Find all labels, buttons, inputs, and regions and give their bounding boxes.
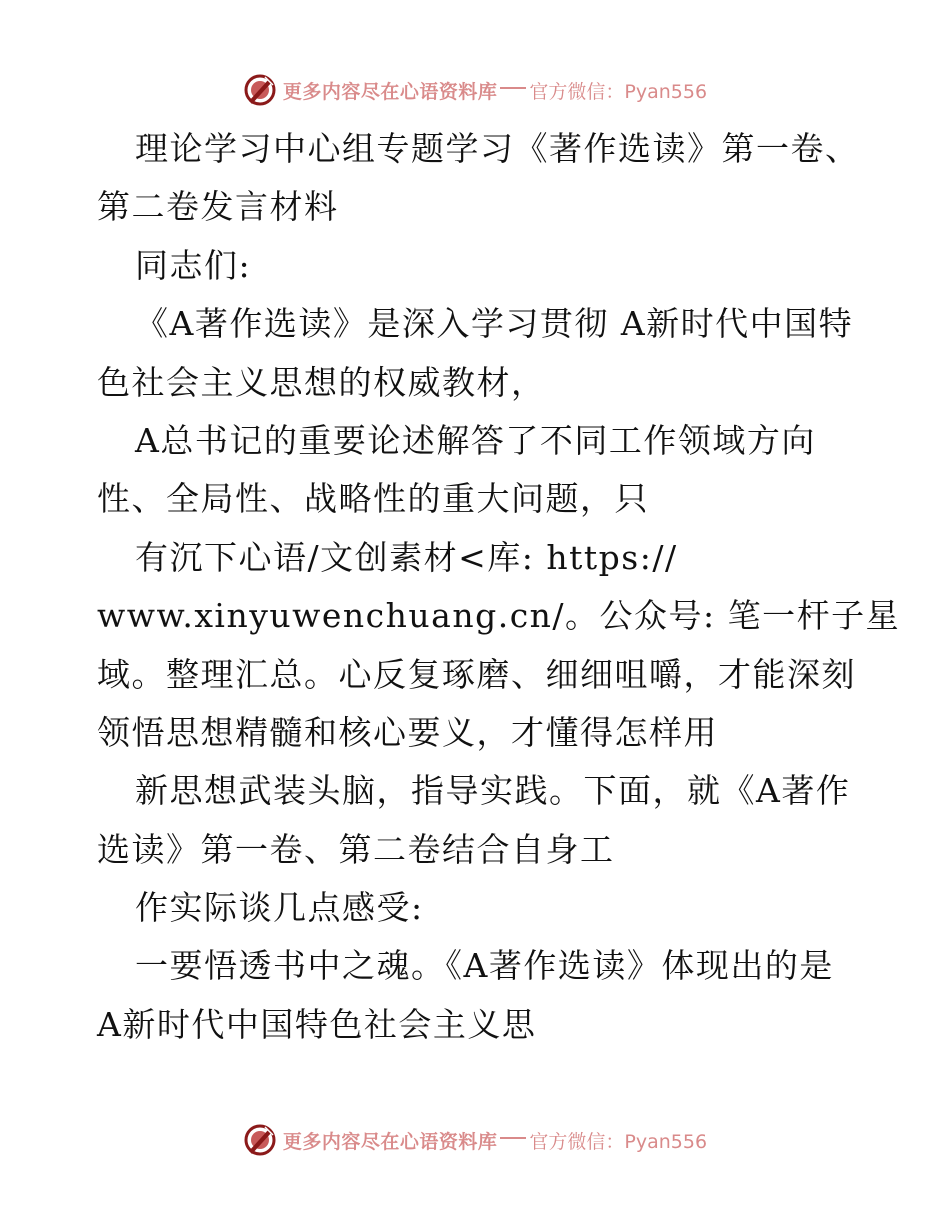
banner-text: 更多内容尽在心语资料库 [282,80,498,103]
document-line: 领悟思想精髓和核心要义，才懂得怎样用 [97,712,718,752]
document-line: 作实际谈几点感受: [135,888,424,928]
header-banner [0,70,950,110]
banner-wechat: 官方微信：Pyan556 [529,80,708,103]
document-line: 性、全局性、战略性的重大问题，只 [97,479,649,519]
quill-seal-icon [243,73,277,107]
banner-dash [500,87,526,89]
document-line: 《A著作选读》是深入学习贯彻 A新时代中国特 [135,304,854,344]
document-line: 同志们: [135,245,252,285]
document-line: 选读》第一卷、第二卷结合自身工 [97,829,615,869]
document-line: A总书记的重要论述解答了不同工作领域方向 [135,420,816,460]
document-line: 域。整理汇总。心反复琢磨、细细咀嚼，才能深刻 [97,654,856,694]
document-line: 色社会主义思想的权威教材， [97,362,546,402]
document-line: www.xinyuwenchuang.cn/。公众号: 笔一杆子星 [97,596,901,636]
quill-seal-icon [243,1123,277,1157]
document-line: A新时代中国特色社会主义思 [97,1004,537,1044]
document-line: 第二卷发言材料 [97,187,339,227]
banner-text: 更多内容尽在心语资料库 [282,1130,498,1153]
document-line: 理论学习中心组专题学习《著作选读》第一卷、 [135,129,860,168]
document-line: 一要悟透书中之魂。《A著作选读》体现出的是 [135,946,834,986]
banner-wechat: 官方微信：Pyan556 [529,1130,708,1153]
banner-dash [500,1137,526,1139]
footer-banner [0,1120,950,1160]
document-line: 有沉下心语/文创素材<库: https:// [135,537,678,577]
document-body [97,120,901,1054]
document-line: 新思想武装头脑，指导实践。下面，就《A著作 [135,771,851,811]
